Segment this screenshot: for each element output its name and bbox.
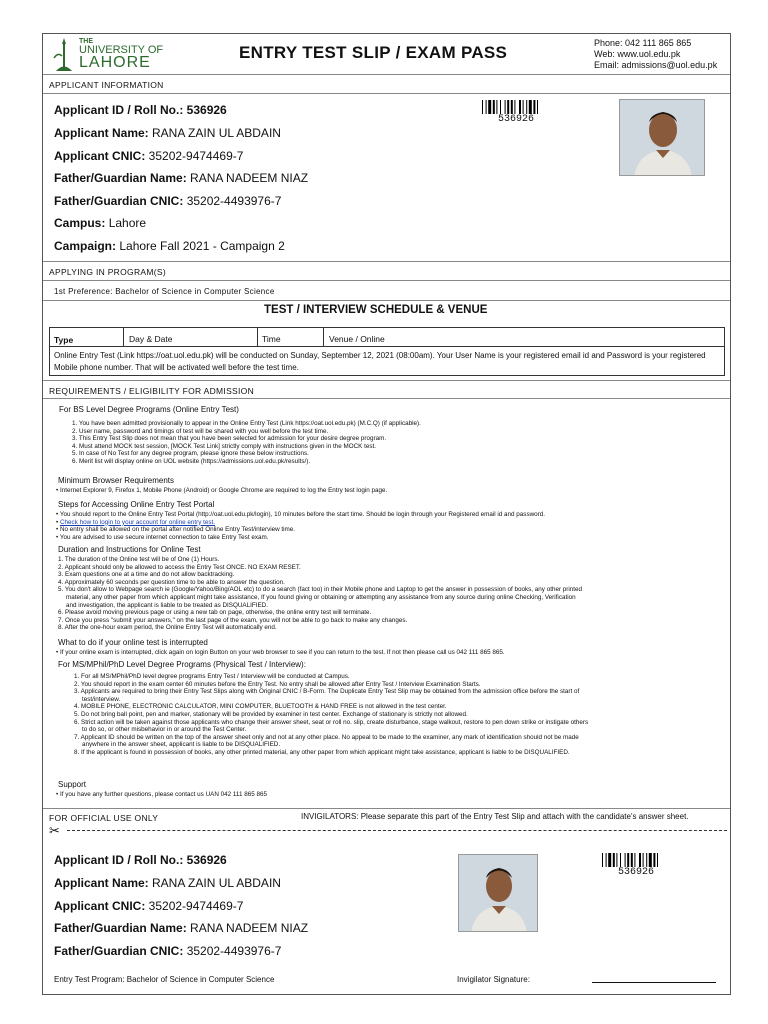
- logo-the: THE: [79, 38, 93, 45]
- university-logo: [53, 37, 173, 73]
- schedule-title: TEST / INTERVIEW SCHEDULE & VENUE: [264, 304, 488, 316]
- barcode-icon: [482, 100, 554, 114]
- slip-barcode-icon: [602, 853, 674, 867]
- slip-father-label: Father/Guardian Name:: [54, 921, 191, 935]
- program-section-header: [43, 262, 730, 281]
- father-name-label: Father/Guardian Name:: [54, 171, 191, 185]
- browser-list: [56, 487, 716, 495]
- interrupted-list: [56, 649, 721, 657]
- support-item: • If you have any further questions, please contact us UAN 042 111 865 865: [56, 791, 267, 798]
- portal-item-text: You should report to the Online Entry Test Portal (http://oat.uol.edu.pk/login), 10 minutes before the start time. Should be login through your Registered email id and password.: [59, 511, 545, 518]
- bs-item: 2. User name, password and timings of test will be shared with you well before the test time.: [72, 427, 329, 435]
- interrupted-heading: What to do if your online test is interrupted: [58, 638, 208, 647]
- slip-applicant-photo: [458, 854, 538, 932]
- portal-item-text: No entry shall be allowed on the portal after notified Online Entry Test/interview time.: [59, 526, 296, 534]
- login-help-link[interactable]: Check how to login to your account for online entry test.: [59, 518, 216, 526]
- ms-item: 4. MOBILE PHONE, ELECTRONIC CALCULATOR, MINI COMPUTER, BLUETOOTH & HAND FREE is not allowed in the test center.: [74, 703, 447, 711]
- ms-item: to do so, or other misbehavior in or around the Test Center.: [82, 726, 247, 734]
- requirements-section-header: [43, 381, 730, 399]
- applicant-info: [43, 94, 730, 262]
- duration-item: material, any other paper from which applicant might take assistance, If you found giving or obtaining or attempting any assistance from any source during online Checking, Verification: [66, 593, 576, 601]
- slip-applicant-cnic: [54, 899, 243, 913]
- ms-item: 5. Do not bring ball point, pen and marker, stationary will be provided by examiner in test center. Exchange of stationary is strictly not allowed.: [74, 710, 468, 718]
- bs-item: 1. You have been admitted provisionally to appear in the Online Entry Test (Link https://oat.uol.edu.pk) (M.C.Q) (if applicable).: [72, 420, 421, 427]
- schedule-title-row: [43, 301, 730, 320]
- col-venue: Venue / Online: [329, 334, 385, 344]
- portal-item: • Check how to login to your account for online entry test.: [56, 518, 216, 526]
- barcode-number: 536926: [498, 114, 535, 125]
- support-item-text: If you have any further questions, please contact us UAN 042 111 865 865: [59, 791, 267, 798]
- duration-list: [58, 556, 723, 632]
- person-photo-icon: [620, 100, 705, 176]
- bs-item: 6. Merit list will display online on UOL website (https://admissions.uol.edu.pk/results/).: [72, 457, 311, 465]
- requirements-body: [43, 399, 730, 809]
- support-heading: Support: [58, 780, 87, 789]
- ms-item: anywhere in the answer sheet, applicant is liable to be DISQUALIFIED.: [82, 741, 281, 749]
- ms-item: 2. You should report in the exam center 60 minutes before the Entry Test. No entry shall be allowed after Entry Test / Interview Examination Starts.: [74, 680, 481, 688]
- slip-father-cnic-value: 35202-4493976-7: [186, 944, 282, 958]
- applicant-section-header: [43, 75, 730, 94]
- scissors-icon: ✂: [49, 823, 60, 838]
- bs-item: 4. Must attend MOCK test session, [MOCK Test Link] strictly comply with instructions given in the MOCK test.: [72, 442, 376, 450]
- applicant-photo: [619, 99, 705, 176]
- campus-value: Lahore: [108, 216, 147, 230]
- slip-father-value: RANA NADEEM NIAZ: [190, 921, 309, 935]
- ms-item: 6. Strict action will be taken against those applicants who change their answer sheet, seat or roll no. slip, create disturbance, stage walkout, restore to pen down strike or instigate others: [74, 718, 589, 726]
- cut-line: [43, 825, 730, 839]
- email-text: Email: admissions@uol.edu.pk: [594, 60, 718, 70]
- duration-item: 7. Once you press "submit your answers," on the last page of the exam, you will not be able to go back to make any changes.: [58, 616, 408, 624]
- applicant-id-value: 536926: [186, 103, 227, 117]
- slip-id-value: 536926: [186, 853, 227, 867]
- browser-item: • Internet Explorer 9, Firefox 1, Mobile Phone (Android) or Google Chrome are required to log the Entry test login page.: [56, 487, 388, 494]
- col-day-date: Day & Date: [129, 334, 173, 344]
- signature-line: [592, 982, 716, 983]
- web-text: Web: www.uol.edu.pk: [594, 49, 681, 59]
- page-title: ENTRY TEST SLIP / EXAM PASS: [239, 43, 508, 62]
- logo-university: UNIVERSITY OF: [79, 44, 164, 56]
- applicant-cnic: [54, 149, 243, 163]
- requirements-section-label: REQUIREMENTS / ELIGIBILITY FOR ADMISSION: [49, 386, 255, 396]
- campaign-label: Campaign:: [54, 239, 120, 253]
- detachable-slip: [43, 839, 730, 994]
- slip-name-value: RANA ZAIN UL ABDAIN: [152, 876, 281, 890]
- program-info: [43, 281, 730, 301]
- applicant-name: [54, 126, 281, 140]
- slip-id-label: Applicant ID / Roll No.:: [54, 853, 187, 867]
- invigilators-note: INVIGILATORS: Please separate this part of the Entry Test Slip and attach with the candidate's answer sheet.: [301, 812, 689, 821]
- duration-item: 3. Exam questions one at a time and do not allow backtracking.: [58, 571, 235, 579]
- slip-barcode-number: 536926: [618, 867, 655, 878]
- slip-cnic-value: 35202-9474469-7: [148, 899, 244, 913]
- exam-pass-page: [42, 33, 731, 995]
- duration-item: 1. The duration of the Online test will be of One (1) Hours.: [58, 556, 220, 563]
- ms-item: 7. Applicant ID should be written on the top of the answer sheet only and not at any other place. No appeal to be made to the examiner, any mark of identification should not be made: [74, 733, 579, 741]
- duration-heading: Duration and Instructions for Online Test: [58, 545, 201, 554]
- portal-item: • No entry shall be allowed on the portal after notified Online Entry Test/interview time.: [56, 526, 296, 534]
- logo-lahore: LAHORE: [79, 54, 151, 71]
- campus-label: Campus:: [54, 216, 109, 230]
- schedule-note-box: [49, 347, 725, 376]
- bs-item: 3. This Entry Test Slip does not mean that you have been selected for admission for your desire degree program.: [72, 435, 387, 443]
- slip-applicant-id: [54, 853, 227, 867]
- interrupted-item: • If your online exam is interrupted, click again on login Button on your web browser to see if you can return to the test. If not then please call us 042 111 865 865.: [56, 649, 505, 656]
- duration-item: and investigation, the applicant is liable to be treated as DISQUALIFIED.: [66, 601, 268, 609]
- schedule-note: Online Entry Test (Link https://oat.uol.edu.pk) will be conducted on Sunday, September 12, 2021 (08:00am). Your User Name is your registered email id and Password is your registered Mobile phone number. That will be activated well before the test time.: [54, 351, 706, 372]
- portal-item-text: You are advised to use secure internet connection to take Entry Test exam.: [59, 533, 269, 541]
- father-cnic-label: Father/Guardian CNIC:: [54, 194, 187, 208]
- father-name: [54, 171, 308, 185]
- bs-heading: For BS Level Degree Programs (Online Entry Test): [59, 405, 239, 414]
- applicant-cnic-value: 35202-9474469-7: [148, 149, 244, 163]
- ms-item: 1. For all MS/MPhil/PhD level degree programs Entry Test / Interview will be conducted at Campus.: [74, 673, 350, 680]
- portal-list: [56, 511, 721, 541]
- schedule-table-header: [49, 327, 725, 347]
- ms-list: [74, 673, 722, 757]
- official-use-row: [43, 809, 730, 825]
- applicant-id: [54, 103, 227, 117]
- campaign-value: Lahore Fall 2021 - Campaign 2: [119, 239, 285, 253]
- father-cnic: [54, 194, 281, 208]
- col-type: Type: [54, 335, 74, 345]
- official-use-label: FOR OFFICIAL USE ONLY: [49, 813, 159, 823]
- duration-item: 5. You don't allow to Webpage search ie (Google/Yahoo/Bing/AOL etc) to do a search (fact too) in their Mobile phone and Laptop to get the answer in possession of books, any other printed: [58, 586, 583, 594]
- bs-item: 5. In case of No Test for any degree program, please ignore these below instructions.: [72, 450, 309, 458]
- bs-list: [72, 420, 722, 466]
- portal-heading: Steps for Accessing Online Entry Test Portal: [58, 500, 215, 509]
- slip-father-cnic: [54, 944, 281, 958]
- browser-item-text: Internet Explorer 9, Firefox 1, Mobile Phone (Android) or Google Chrome are required to log the Entry test login page.: [59, 487, 388, 494]
- minaret-logo-icon: [53, 38, 75, 72]
- applicant-id-label: Applicant ID / Roll No.:: [54, 103, 187, 117]
- col-time: Time: [262, 334, 281, 344]
- program-section-label: APPLYING IN PROGRAM(S): [49, 267, 166, 277]
- campus: [54, 216, 146, 230]
- applicant-cnic-label: Applicant CNIC:: [54, 149, 149, 163]
- slip-program: Entry Test Program: Bachelor of Science in Computer Science: [54, 975, 275, 984]
- applicant-name-label: Applicant Name:: [54, 126, 153, 140]
- applicant-name-value: RANA ZAIN UL ABDAIN: [152, 126, 281, 140]
- browser-heading: Minimum Browser Requirements: [58, 476, 175, 485]
- person-photo-icon: [459, 855, 538, 932]
- slip-father-cnic-label: Father/Guardian CNIC:: [54, 944, 187, 958]
- duration-item: 4. Approximately 60 seconds per question time to be able to answer the question.: [58, 578, 285, 586]
- portal-item: • You should report to the Online Entry Test Portal (http://oat.uol.edu.pk/login), 10 minutes before the start time. Should be login through your Registered email id and password.: [56, 511, 545, 518]
- slip-cnic-label: Applicant CNIC:: [54, 899, 149, 913]
- invigilator-signature-label: Invigilator Signature:: [457, 975, 530, 984]
- ms-item: 3. Applicants are required to bring their Entry Test Slips along with Original CNIC / B-Form. The Duplicate Entry Test Slip may be obtained from the admission office before the start of: [74, 688, 580, 696]
- duration-item: 6. Please avoid moving previous page or using a new tab on page, otherwise, the online entry test will terminate.: [58, 609, 372, 617]
- ms-item: test/interview.: [82, 695, 121, 703]
- slip-name-label: Applicant Name:: [54, 876, 153, 890]
- interrupted-item-text: If your online exam is interrupted, click again on login Button on your web browser to see if you can return to the test. If not then please call us 042 111 865 865.: [59, 649, 505, 656]
- slip-applicant-name: [54, 876, 281, 890]
- program-preference: 1st Preference: Bachelor of Science in Computer Science: [54, 287, 275, 296]
- campaign: [54, 239, 285, 253]
- support-list: [56, 791, 721, 799]
- slip-father-name: [54, 921, 308, 935]
- portal-item: • You are advised to use secure internet connection to take Entry Test exam.: [56, 533, 269, 541]
- duration-item: 2. Applicant should only be allowed to access the Entry Test ONCE. NO EXAM RESET.: [58, 563, 301, 571]
- duration-item: 8. After the one-hour exam period, the Online Entry Test will automatically end.: [58, 624, 277, 632]
- header: [43, 34, 730, 75]
- father-name-value: RANA NADEEM NIAZ: [190, 171, 309, 185]
- father-cnic-value: 35202-4493976-7: [186, 194, 282, 208]
- ms-heading: For MS/MPhil/PhD Level Degree Programs (Physical Test / Interview):: [58, 660, 306, 669]
- applicant-section-label: APPLICANT INFORMATION: [49, 80, 164, 90]
- ms-item: 8. If the applicant is found in possession of books, any other printed material, any other paper from which applicant might take assistance, applicant is liable to be DISQUALIFIED.: [74, 748, 570, 756]
- phone-text: Phone: 042 111 865 865: [594, 38, 692, 48]
- contact-info: [594, 38, 717, 71]
